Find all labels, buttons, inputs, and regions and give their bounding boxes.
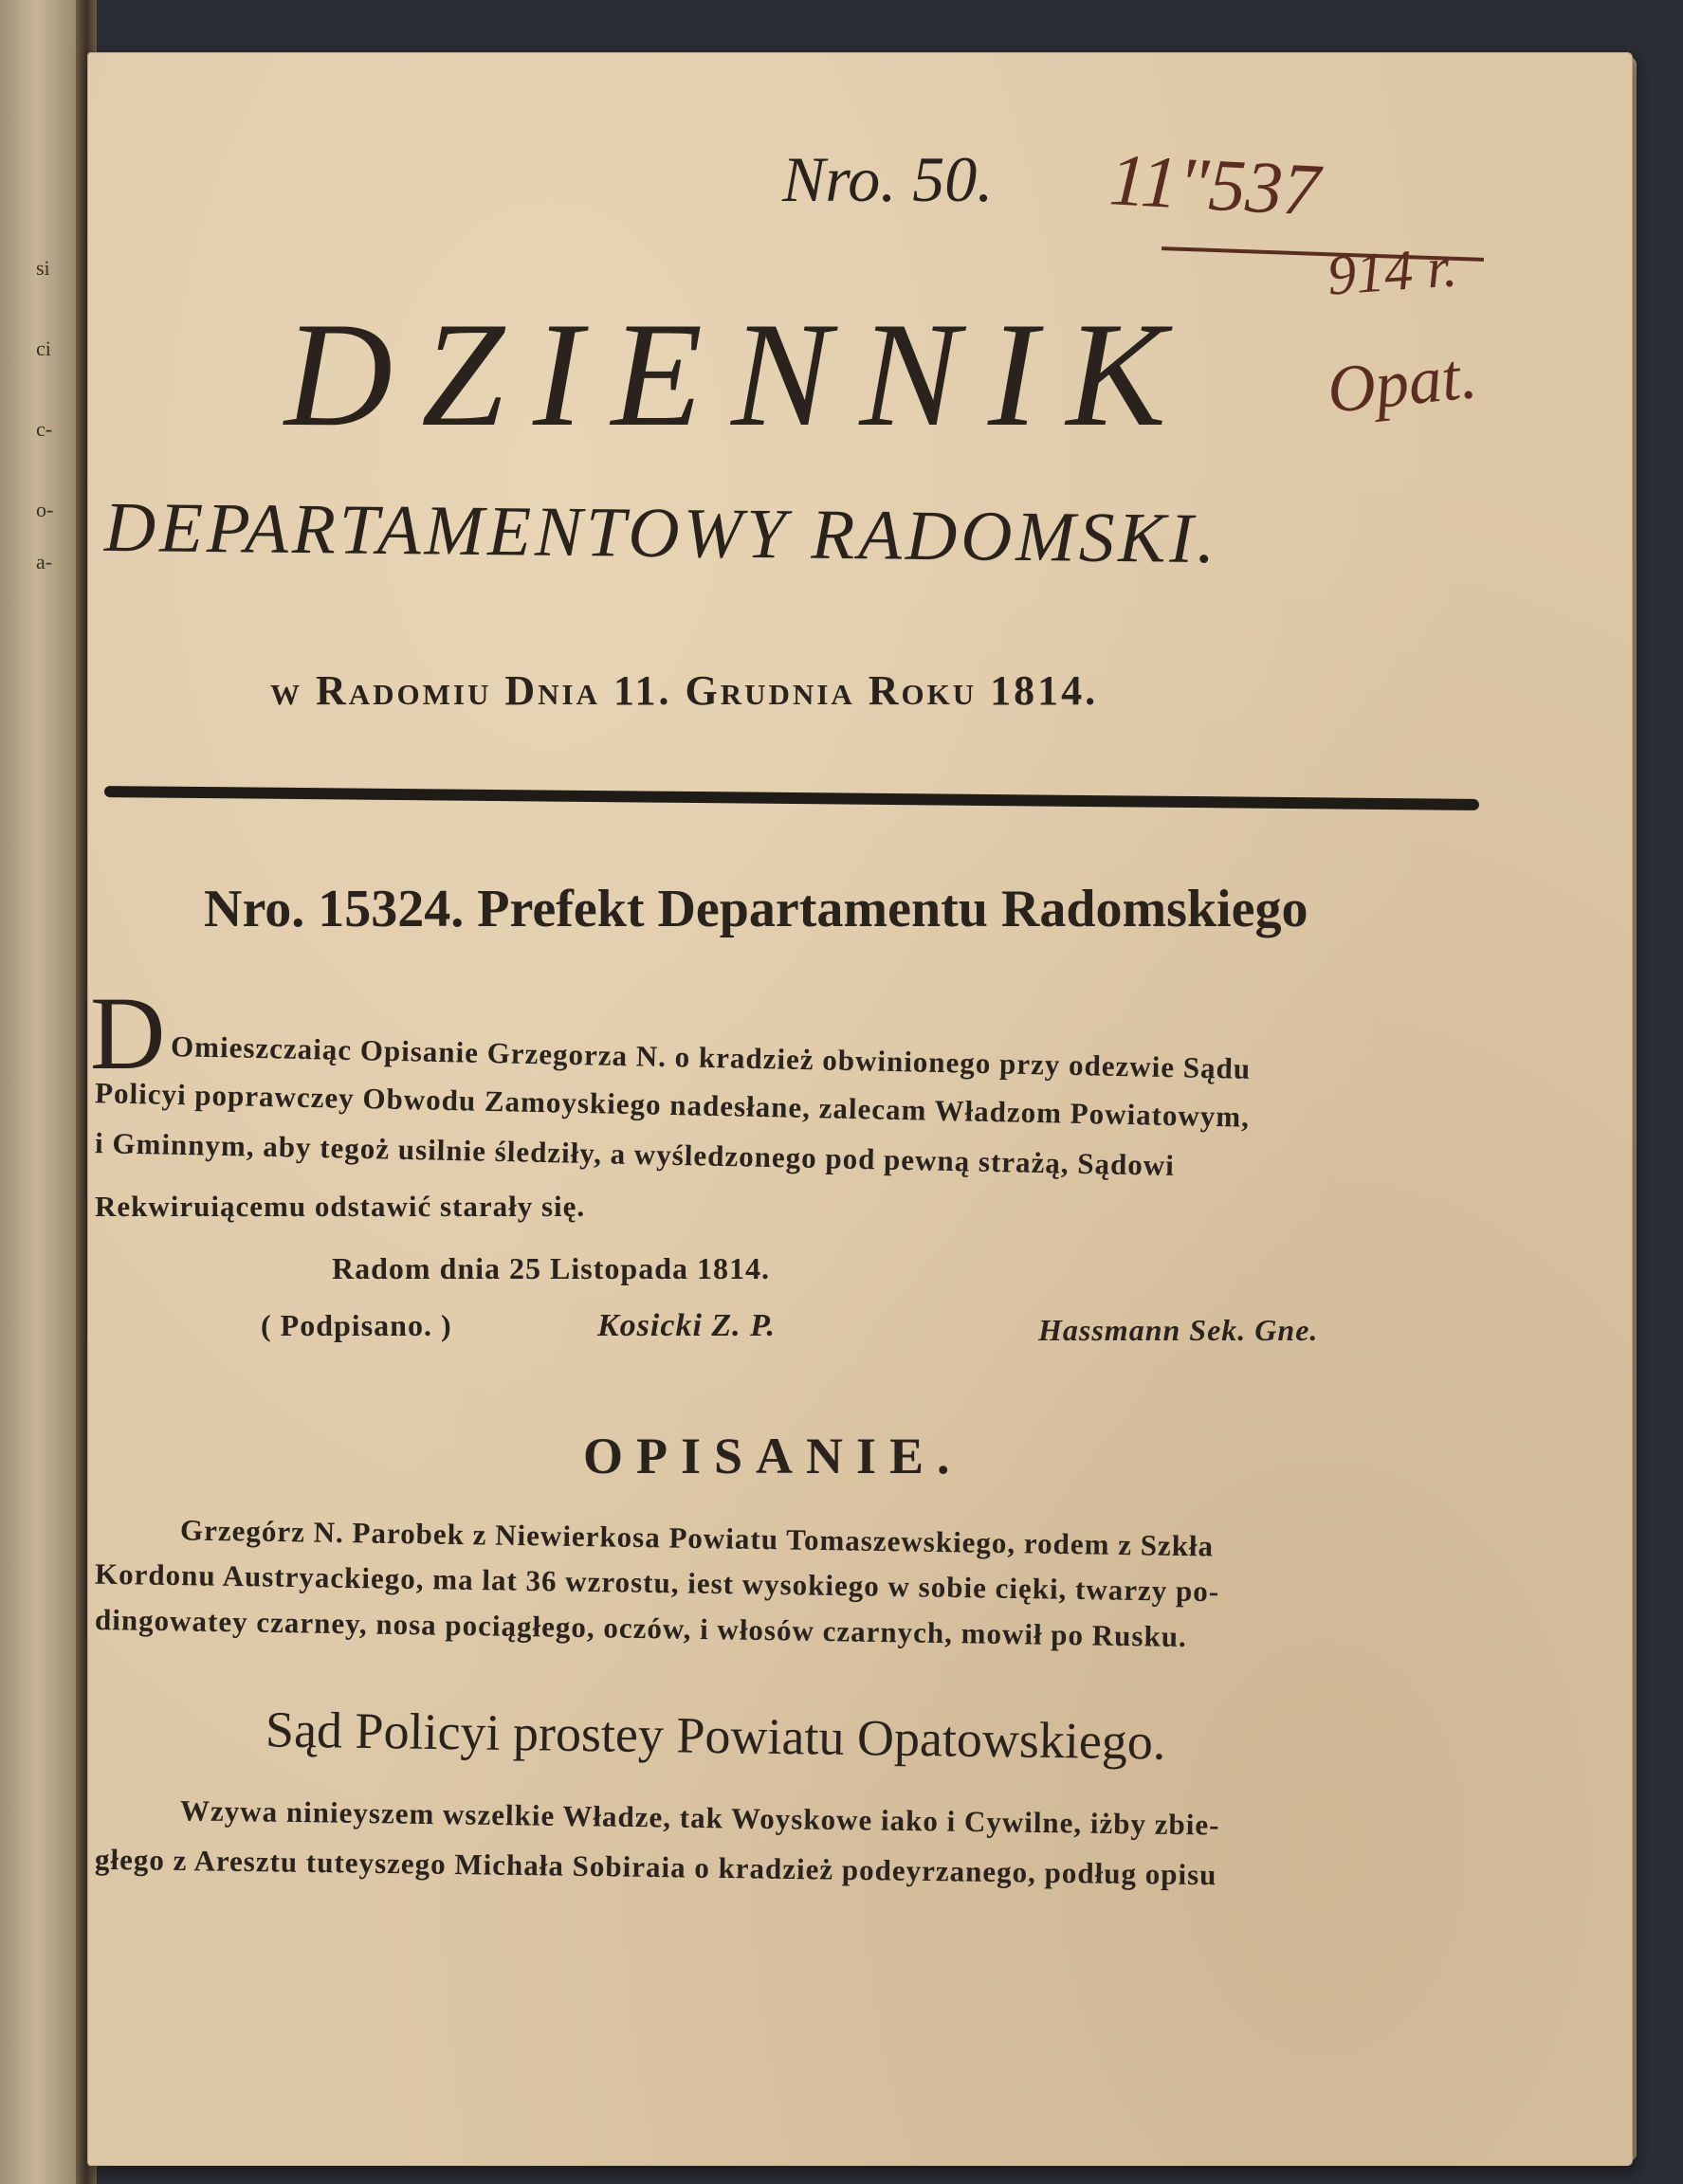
notice-heading: Nro. 15324. Prefekt Departamentu Radomskiego [204,880,1308,938]
adjacent-page-fragment: a- [36,550,53,573]
notice-line: Wzywa ninieyszem wszelkie Władze, tak Woyskowe iako i Cywilne, iżby zbie- [179,1793,1220,1842]
notice-line: i Gminnym, aby tegoż usilnie śledziły, a wyśledzonego pod pewną strażą, Sądowi [94,1126,1176,1182]
masthead-subtitle: DEPARTAMENTOWY RADOMSKI. [103,487,1219,579]
section-heading: Sąd Policyi prostey Powiatu Opatowskiego. [265,1701,1166,1771]
handwritten-annotation: Opat. [1324,338,1481,428]
section-heading: OPISANIE. [583,1428,963,1484]
adjacent-page-fragment: c- [36,417,53,441]
notice-line: Omieszczaiąc Opisanie Grzegorza N. o kradzież obwinionego przy odezwie Sądu [170,1029,1252,1085]
masthead-title: DZIENNIK [284,292,1195,458]
description-line: Grzegórz N. Parobek z Niewierkosa Powiatu Tomaszewskiego, rodem z Szkła [179,1513,1215,1563]
notice-line: Rekwiruiącemu odstawić starały się. [95,1190,586,1223]
description-line: dingowatey czarney, nosa pociągłego, oczów, i włosów czarnych, mowił po Rusku. [94,1602,1188,1654]
signatory: Hassmann Sek. Gne. [1038,1313,1319,1347]
adjacent-page-fragment: si [36,256,50,280]
handwritten-annotation: 914 r. [1325,235,1459,307]
notice-line: głego z Aresztu tuteyszego Michała Sobiraia o kradzież podeyrzanego, podług opisu [94,1842,1217,1892]
date-line: w Radomiu Dnia 11. Grudnia Roku 1814. [270,667,1099,714]
place-date: Radom dnia 25 Listopada 1814. [332,1251,770,1285]
drop-cap: D [90,975,166,1091]
issue-number: Nro. 50. [782,143,994,215]
handwritten-annotation: 11"537 [1107,137,1323,231]
signed-label: ( Podpisano. ) [261,1308,452,1342]
adjacent-page-fragment: o- [36,498,54,521]
description-line: Kordonu Austryackiego, ma lat 36 wzrostu, iest wysokiego w sobie cięki, twarzy po- [94,1556,1220,1609]
notice-line: Policyi poprawczey Obwodu Zamoyskiego nadesłane, zalecam Władzom Powiatowym, [94,1076,1251,1134]
adjacent-page-fragment: ci [36,337,51,360]
signatory: Kosicki Z. P. [597,1308,777,1343]
